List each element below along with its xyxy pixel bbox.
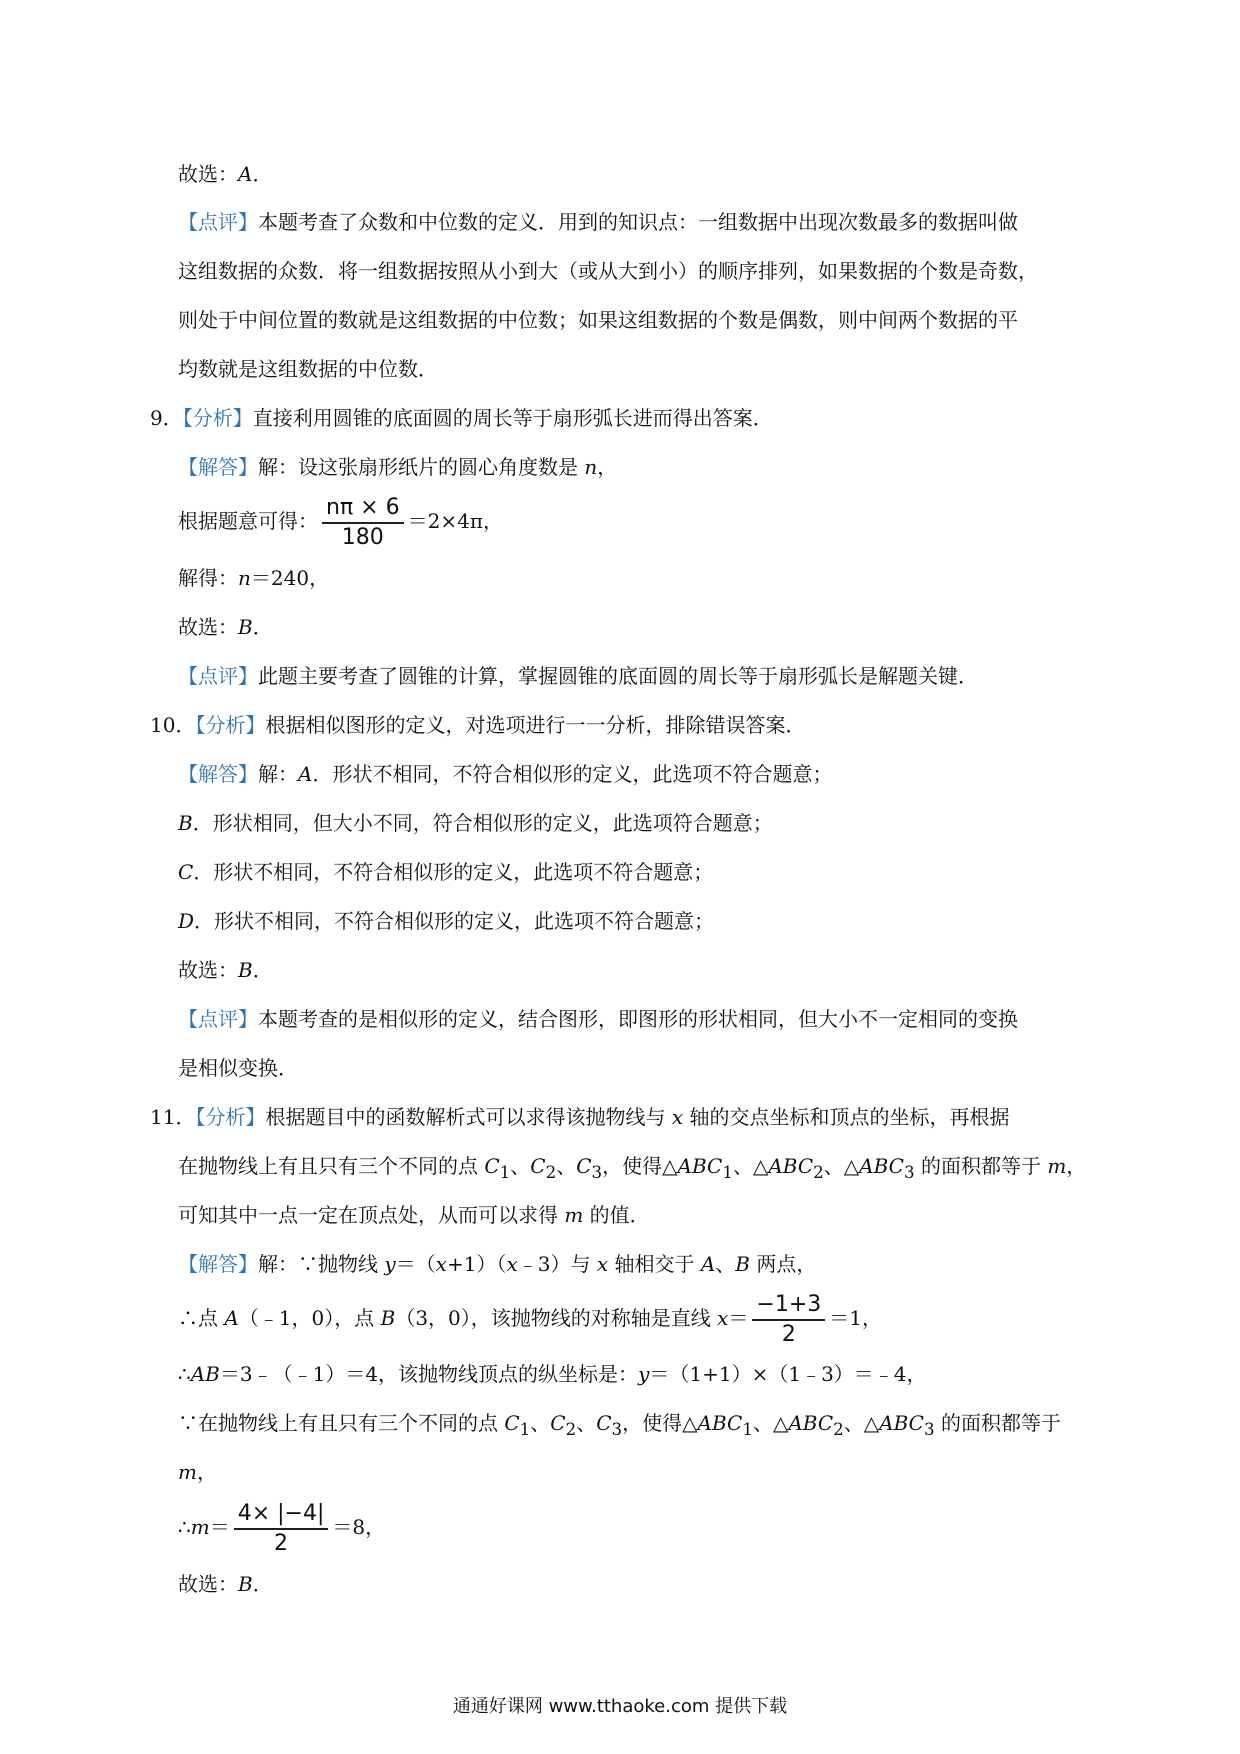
page-footer: 通通好课网 www.tthaoke.com 提供下载 xyxy=(452,1696,788,1717)
q9-equation-line: 根据题意可得： $\frac{n\pi \times 6}{180}$ ＝2×4π， xyxy=(178,494,503,550)
analysis-tag: 【分析】 xyxy=(182,406,253,430)
q9-result-line: 解得：n＝240， xyxy=(178,566,330,590)
question-number: 10． xyxy=(150,713,196,737)
q10-comment-line-1: 【点评】本题考查的是相似形的定义，结合图形，即图形的形状相同，但大小不一定相同的变换 xyxy=(178,1007,1018,1031)
comment-tag: 【点评】 xyxy=(178,210,258,234)
q11-analysis-line-2: 在抛物线上有且只有三个不同的点 $C_1$、$C_2$、$C_3$，使得$\triangle ABC_1$、$\triangle ABC_2$、$\triangle ABC_3$ 的面积都等于 m， xyxy=(178,1154,1087,1182)
q10-option-a-line: 【解答】解：A．形状不相同，不符合相似形的定义，此选项不符合题意； xyxy=(178,762,833,786)
comment-tag: 【点评】 xyxy=(178,1007,258,1031)
q10-comment-line-2: 是相似变换． xyxy=(178,1056,298,1080)
solution-tag: 【解答】 xyxy=(178,1252,258,1276)
q11-analysis-line-3: 可知其中一点一定在顶点处，从而可以求得 m 的值． xyxy=(178,1203,650,1227)
q10-option-d-line: D．形状不相同，不符合相似形的定义，此选项不符合题意； xyxy=(178,909,715,933)
question-number: 9． xyxy=(150,406,183,430)
q10-option-c-line: C．形状不相同，不符合相似形的定义，此选项不符合题意； xyxy=(178,860,714,884)
q9-solution-line: 【解答】解：设这张扇形纸片的圆心角度数是 n， xyxy=(178,455,618,479)
q11-choose-line: 故选：B． xyxy=(178,1572,273,1596)
q10-option-b-line: B．形状相同，但大小不同，符合相似形的定义，此选项符合题意； xyxy=(178,811,773,835)
q10-choose-line: 故选：B． xyxy=(178,958,273,982)
q11-solution-line-4: ∵在抛物线上有且只有三个不同的点 $C_1$、$C_2$、$C_3$，使得$\triangle ABC_1$、$\triangle ABC_2$、$\triangle ABC_3$ 的面积都等于 xyxy=(178,1411,1061,1439)
analysis-tag: 【分析】 xyxy=(195,713,266,737)
comment-tag: 【点评】 xyxy=(178,664,258,688)
q11-solution-line-1: 【解答】解：∵抛物线 y＝（x+1）（x﹣3）与 x 轴相交于 A、B 两点， xyxy=(178,1252,817,1276)
q11-solution-line-2: ∴点 A（﹣1，0），点 B（3，0），该抛物线的对称轴是直线 x＝ $\frac{-1+3}{2}$ ＝1， xyxy=(178,1291,883,1347)
q11-solution-line-5: m， xyxy=(178,1460,217,1484)
solution-tag: 【解答】 xyxy=(178,455,258,479)
q11-analysis-line-1: 11．【分析】根据题目中的函数解析式可以求得该抛物线与 x 轴的交点坐标和顶点的坐标，再根据 xyxy=(150,1105,1010,1129)
q11-solution-line-3: ∴AB＝3﹣（﹣1）＝4，该抛物线顶点的纵坐标是：y＝（1+1）×（1﹣3）＝﹣4， xyxy=(178,1362,927,1386)
q10-analysis-line: 10．【分析】根据相似图形的定义，对选项进行一一分析，排除错误答案． xyxy=(150,713,806,737)
q8-comment-line-2: 这组数据的众数．将一组数据按照从小到大（或从大到小）的顺序排列，如果数据的个数是奇数， xyxy=(178,259,1038,283)
q9-comment-line: 【点评】此题主要考查了圆锥的计算，掌握圆锥的底面圆的周长等于扇形弧长是解题关键． xyxy=(178,664,978,688)
q11-m-fraction: $\frac{4\times |-4|}{2}$ xyxy=(234,1502,329,1556)
q11-solution-line-6: ∴m＝ $\frac{4\times |-4|}{2}$ ＝8， xyxy=(178,1500,386,1556)
q9-fraction: $\frac{n\pi \times 6}{180}$ xyxy=(322,496,404,550)
q8-comment-line-3: 则处于中间位置的数就是这组数据的中位数；如果这组数据的个数是偶数，则中间两个数据的平 xyxy=(178,308,1018,332)
q11-axis-fraction: $\frac{-1+3}{2}$ xyxy=(752,1293,825,1347)
q8-comment-line-1: 【点评】本题考查了众数和中位数的定义．用到的知识点：一组数据中出现次数最多的数据叫做 xyxy=(178,210,1018,234)
question-number: 11． xyxy=(150,1105,196,1129)
q9-analysis-line: 9．【分析】直接利用圆锥的底面圆的周长等于扇形弧长进而得出答案． xyxy=(150,406,773,430)
q9-choose-line: 故选：B． xyxy=(178,615,273,639)
q8-comment-line-4: 均数就是这组数据的中位数． xyxy=(178,357,438,381)
analysis-tag: 【分析】 xyxy=(195,1105,266,1129)
solution-tag: 【解答】 xyxy=(178,762,258,786)
q8-choose-line: 故选：A． xyxy=(178,162,273,186)
